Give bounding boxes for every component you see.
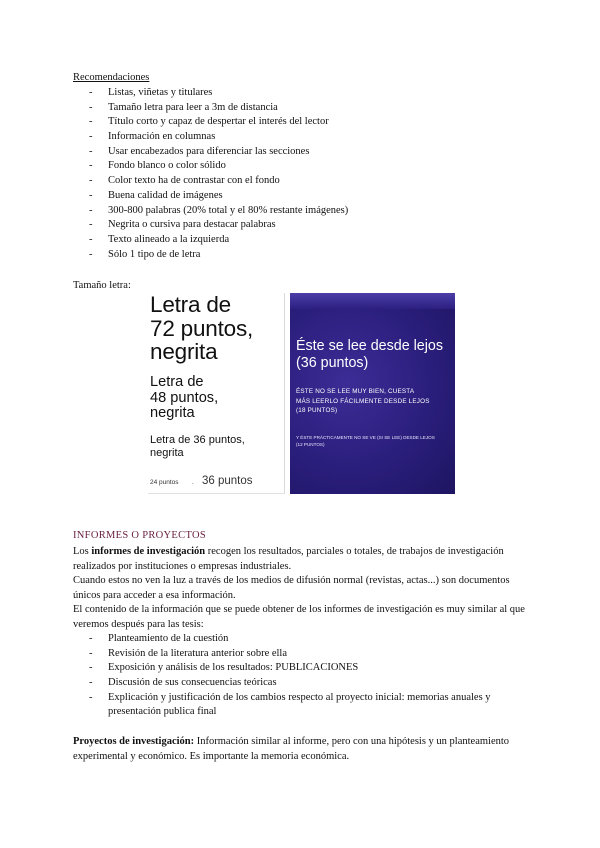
paragraph-informes-definition <box>73 545 533 574</box>
text-12pt-readable <box>296 435 435 448</box>
list-item: - Información en columnas <box>89 130 348 145</box>
text-18pt-line1: ÉSTE NO SE LEE MUY BIEN, CUESTA <box>296 388 415 395</box>
list-item: - Revisión de la literatura anterior sobre ella <box>89 647 528 662</box>
list-item: - Listas, viñetas y titulares <box>89 86 348 101</box>
text-36pt-readable-line1: Éste se lee desde lejos <box>296 338 444 354</box>
p1-prefix: Los <box>73 546 92 557</box>
paragraph-contenido: El contenido de la información que se puede obtener de los informes de investigación es muy similar al que veremos después para las tesis: <box>73 604 525 630</box>
list-item: - Buena calidad de imágenes <box>89 189 348 204</box>
text-12pt-line1: Y ÉSTE PRÁCTICAMENTE NO SE VE (SI SE LEE) DESDE LEJOS <box>296 435 435 440</box>
list-item: - Fondo blanco o color sólido <box>89 159 348 174</box>
list-item: - Explicación y justificación de los cambios respecto al proyecto inicial: memorias anuales y presentación publica final <box>89 691 528 720</box>
text-48pt-line1: Letra de <box>150 374 204 390</box>
text-36pt-readable <box>296 338 443 371</box>
list-item: - Usar encabezados para diferenciar las secciones <box>89 145 348 160</box>
dot-separator: . <box>192 479 194 486</box>
text-36pt-line1: Letra de 36 puntos, <box>150 434 245 446</box>
recommendations-title: Recomendaciones <box>73 72 150 83</box>
list-item: - Planteamiento de la cuestión <box>89 632 528 647</box>
list-item: - Título corto y capaz de despertar el interés del lector <box>89 115 348 130</box>
list-item: - Tamaño letra para leer a 3m de distancia <box>89 101 348 116</box>
text-72pt <box>150 293 253 364</box>
image-top-strip <box>290 293 455 309</box>
text-18pt-readable <box>296 387 430 416</box>
recommendations-list <box>89 86 348 262</box>
text-72pt-line1: Letra de <box>150 293 231 317</box>
readability-example-image <box>290 293 455 494</box>
text-48pt-line2: 48 puntos, <box>150 389 219 406</box>
list-item: - Color texto ha de contrastar con el fondo <box>89 174 348 189</box>
p1-rest: recogen los resultados, parciales o totales, de trabajos de investigación realizados por instituciones o empresas industriales. <box>73 546 504 572</box>
font-size-label: Tamaño letra: <box>73 280 131 291</box>
list-item: - Sólo 1 tipo de de letra <box>89 248 348 263</box>
paragraph-proyectos <box>73 735 533 764</box>
text-72pt-line3: negrita <box>150 339 218 364</box>
text-72pt-line2: 72 puntos, <box>150 315 254 341</box>
text-18pt-line3: (18 PUNTOS) <box>296 407 338 414</box>
text-12pt-line2: (12 PUNTOS) <box>296 441 325 447</box>
list-item: - Negrita o cursiva para destacar palabras <box>89 218 348 233</box>
p4-rest: Información similar al informe, pero con una hipótesis y un planteamiento experimental y económico. Es importante la memoria económica. <box>73 736 510 762</box>
text-24pt: 24 puntos <box>150 479 179 486</box>
paragraph-documentos-unicos: Cuando estos no ven la luz a través de los medios de difusión normal (revistas, actas...) son documentos únicos para acceder a esa información. <box>73 575 510 601</box>
list-item: - Texto alineado a la izquierda <box>89 233 348 248</box>
list-item: - 300-800 palabras (20% total y el 80% restante imágenes) <box>89 204 348 219</box>
font-size-example-image <box>148 293 285 494</box>
list-item: - Discusión de sus consecuencias teóricas <box>89 676 528 691</box>
text-36pt-sample: 36 puntos <box>202 475 253 487</box>
p4-bold-term: Proyectos de investigación: <box>73 736 195 747</box>
section-title-informes: INFORMES O PROYECTOS <box>73 530 206 541</box>
p1-bold-term: informes de investigación <box>91 546 206 557</box>
text-36pt-readable-line2: (36 puntos) <box>296 354 369 371</box>
text-36pt-line2: negrita <box>150 446 184 459</box>
informes-content-list <box>89 632 528 720</box>
text-36pt <box>150 434 245 459</box>
text-18pt-line2: MÁS LEERLO FÁCILMENTE DESDE LEJOS <box>296 397 430 405</box>
text-48pt-line3: negrita <box>150 405 195 422</box>
list-item: - Exposición y análisis de los resultados: PUBLICACIONES <box>89 661 528 676</box>
text-48pt <box>150 375 218 422</box>
